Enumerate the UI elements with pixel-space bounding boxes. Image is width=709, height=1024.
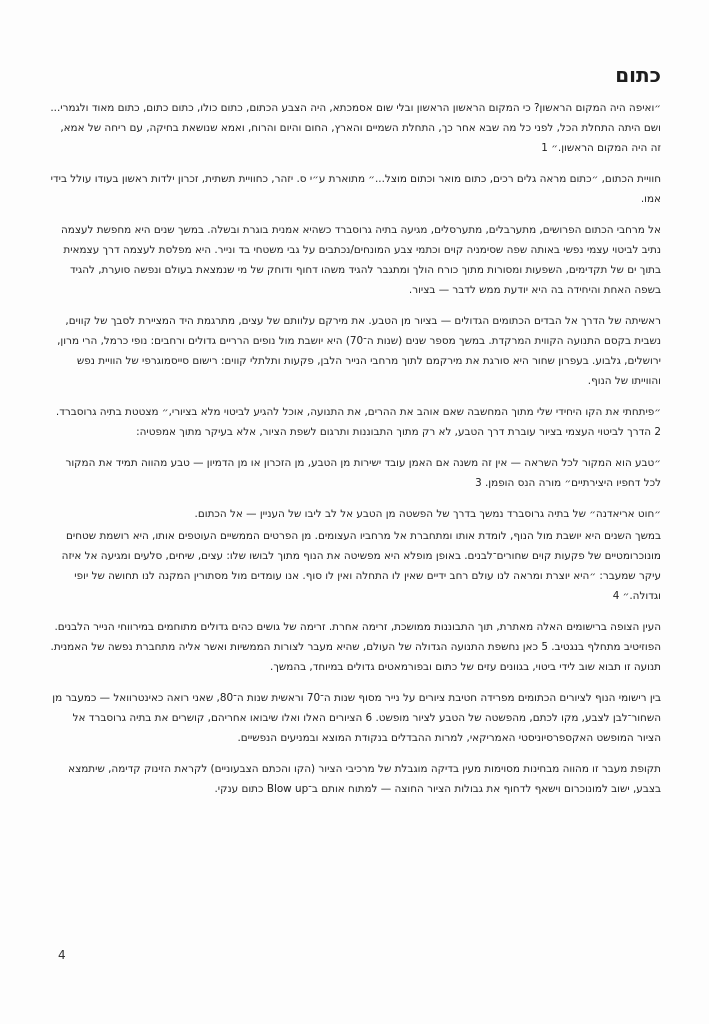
paragraph: חוויית הכתום, ״כתום מראה גלים רכים, כתום מואר וכתום מוצל...״ מתוארת ע״י ס. יזהר, כחוויית תשתית, זכרון ילדות ראשון בעודו עולל בידי אמו. [50,173,661,205]
paragraph: העין הצופה ברישומים האלה מאתרת, תוך התבוננות ממושכת, זרימה אחרת. זרימה של גושים כהים גדולים מתוחמים במירווחי הנייר הלבנים. הפוזיטיב מתחלף בנגטיב. 5 כאן נחשפת התנועה הגדולה של העולם, שהיא מעבר לצורות הממשיות ואשר אליה מתחברת נפשה של האמנית. תנועה זו תבוא שוב לידי ביטוי, בגוונים עזים של כתום ובפורמאטים גדולים במיוחד, בהמשך. [50,621,661,673]
paragraph: בין רישומי הנוף לציורים הכתומים מפרידה חטיבת ציורים על נייר מסוף שנות ה־70 וראשית שנות ה־80, שאני רואה כאינטרוואל — כמעבר מן השחור־לבן לצבע, מקו לכתם, מהפשטה של הטבע לציור מופשט. 6 הציורים האלו ואלו שיבואו אחריהם, קושרים את בתיה גרוסברד אל הציור המופשט האקספרסיוניסטי האמריקאי, למרות ההבדלים בנקודת המוצא ובמניעים הנפשיים. [52,692,661,744]
paragraph: במשך השנים היא יושבת מול הנוף, לומדת אותו ומתחברת אל מרחביו העצומים. מן הפרטים הממשיים העוטפים אותו, היא רושמת שטחים מונוכרומטיים של פקעות קוים שחורים־לבנים. באופן מופלא היא מפשיטה את הנוף מתוך לבושו שלו: עצים, שיחים, סלעים ומגיעה אל איזה עיקר שמעבר: ״היא יוצרת ומראה לנו עולם רחב ידיים שאין לו התחלה ואין לו סוף. אנו עומדים מול מסתורין המקנה לנו תחושה של יופי וגדולה.״ 4 [61,530,661,602]
block-quote: ״טבע הוא המקור לכל השראה — אין זה משנה אם האמן עובד ישירות מן הטבע, מן הזכרון או מן הדמיון — טבע מהווה תמיד את המקור לכל דחפיו היצירתיים״ מורה הנס הופמן. 3 [65,457,661,489]
body-text [49,98,661,810]
paragraph: ״פיתחתי את הקו היחידי שלי מתוך המחשבה שאם אוהב את ההרים, את התנועה, אוכל להגיע לביטוי מלא בציורי,״ מצטטת בתיה גרוסברד. 2 הדרך לביטוי העצמי בציור עוברת דרך הטבע, לא רק מתוך התבוננות ותרגום לשפת הציור, אלא בעיקר מתוך אמפטיה: [55,406,661,438]
paragraph: אל מרחבי הכתום הפרושים, מתערבלים, מתערסלים, מגיעה בתיה גרוסברד כשהיא אמנית בוגרת ובשלה. במשך שנים היא מחפשת לעצמה נתיב לביטוי עצמי נפשי באותה שפה שסימניה קוים וכתמי צבע המונחים/נכתבים על גבי משטחי בד ונייר. היא מפלסת לעצמה דרך עצמאית בתוך ים של תקדימים, השפעות ומסורות מתוך כורח הולך ומתגבר להגיד משהו דחוף ודוחק של מי שנמצאת בעולם ונפשה סוערת, להגיד בשפה האחת והיחידה בה היא יודעת ממש לדבר — בציור. [60,224,661,296]
paragraph: תקופת מעבר זו מהווה מבחינות מסוימות מעין בדיקה מוגבלת של מרכיבי הציור (הקו והכתם הצבעוניים) לקראת הזינוק קדימה, שיתמצא בצבע, ישוב למונוכרום וישאף לדחוף את גבולות הציור החוצה — למתוח אותם ב־Blow up כתום ענקי. [68,763,661,795]
paragraph: ״חוט אריאדנה״ של בתיה גרוסברד נמשך בדרך של הפשטה מן הטבע אל לב ליבו של העניין — אל הכתום. [194,508,661,520]
page-number: 4 [58,948,66,962]
paragraph: ״ואיפה היה המקום הראשון? כי המקום הראשון הראשון ובלי שום אסמכתא, היה הצבע הכתום, כתום כולו, כתום כתום, כתום מאוד ולגמרי... ושם היתה התחלת הכל, לפני כל מה שבא אחר כך, התחלת השמיים והארץ, החום והיום והרוח, ואמא שנושאת בחיקה, עם ריחה של אמא, זה היה המקום הראשון.״ 1 [50,102,661,154]
page-title: כתום [615,63,661,87]
paragraph: ראשיתה של הדרך אל הבדים הכתומים הגדולים — בציור מן הטבע. את מירקם עלוותם של עצים, מתרגמת היד המציירת לסבך של קווים, נשבית בקסם התנועה הקווית המרקדת. במשך מספר שנים (שנות ה־70) היא יושבת מול נופים הרריים גדולים ורחבים: נופי כרמל, הרי מרון, ירושלים, גלבוע. בעפרון שחור היא סורגת את מירקמם לתוך מרחבי הנייר הלבן, פקעות ותלתלי קווים: רישום סייסמוגרפי של הוויית נפש והווייתו של הנוף. [57,315,661,387]
